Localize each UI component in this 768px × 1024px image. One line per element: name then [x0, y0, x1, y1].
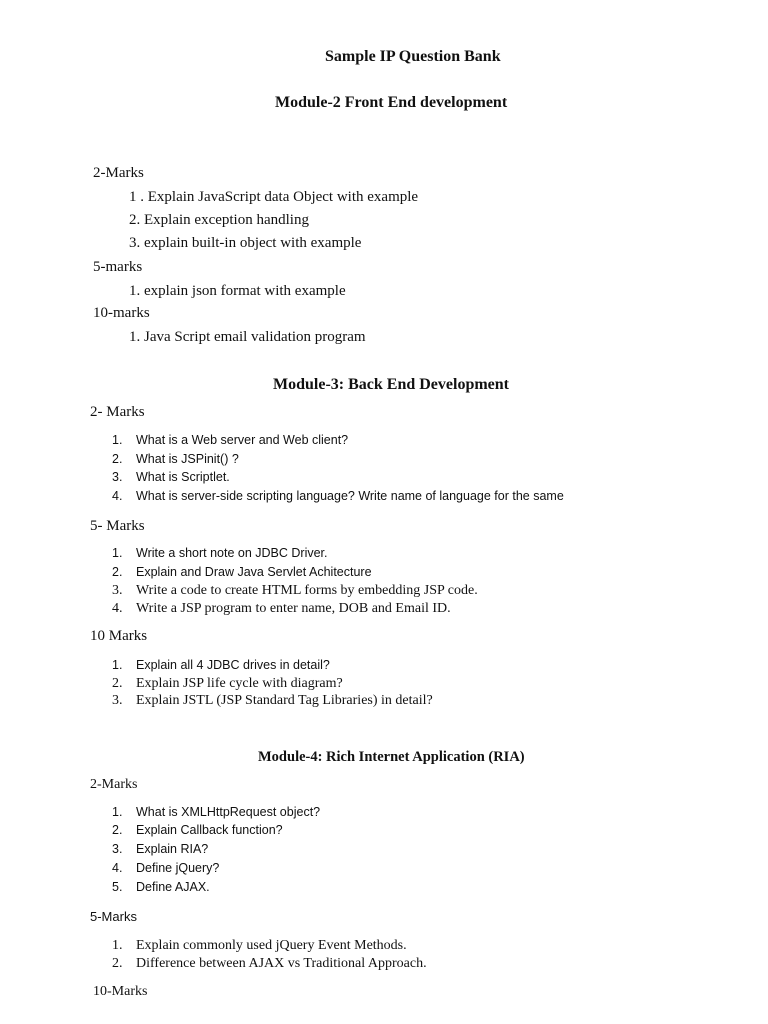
module-3-five-marks-label: 5- Marks	[90, 518, 145, 534]
list-number: 1.	[112, 546, 123, 560]
module-2-two-marks-q3: 3. explain built-in object with example	[129, 235, 362, 251]
module-4-two-marks-label: 2-Marks	[90, 777, 138, 792]
question-text: What is a Web server and Web client?	[136, 433, 349, 447]
module-4-two-marks-q2	[112, 823, 283, 837]
question-text: Define AJAX.	[136, 880, 210, 894]
module-4-five-marks-q1	[112, 938, 407, 954]
list-number: 2.	[112, 452, 123, 466]
module-3-two-marks-q1	[112, 433, 348, 447]
module-4-five-marks-label: 5-Marks	[90, 909, 137, 924]
question-text: Explain and Draw Java Servlet Achitecture	[136, 565, 372, 579]
module-2-ten-marks-label: 10-marks	[93, 305, 150, 321]
question-text: What is server-side scripting language? Write name of language for the same	[136, 489, 564, 503]
question-text: Write a JSP program to enter name, DOB and Email ID.	[136, 601, 451, 616]
module-3-two-marks-label: 2- Marks	[90, 404, 145, 420]
question-text: What is Scriptlet.	[136, 470, 230, 484]
question-text: What is XMLHttpRequest object?	[136, 805, 321, 819]
list-number: 1.	[112, 433, 123, 447]
module-3-five-marks-q2	[112, 565, 372, 579]
question-text: Explain Callback function?	[136, 823, 283, 837]
module-3-ten-marks-q1	[112, 658, 330, 672]
module-4-heading: Module-4: Rich Internet Application (RIA)	[258, 749, 525, 765]
question-text: Explain JSP life cycle with diagram?	[136, 676, 343, 691]
module-3-ten-marks-q3	[112, 693, 433, 709]
question-text: Write a short note on JDBC Driver.	[136, 546, 328, 560]
list-number: 3.	[112, 583, 123, 598]
list-number: 1.	[112, 938, 123, 953]
module-4-two-marks-q3	[112, 842, 208, 856]
list-number: 4.	[112, 601, 123, 616]
question-text: Explain JSTL (JSP Standard Tag Libraries) in detail?	[136, 693, 433, 708]
module-3-five-marks-q4	[112, 601, 451, 617]
module-3-two-marks-q4	[112, 489, 564, 503]
question-text: Difference between AJAX vs Traditional Approach.	[136, 956, 427, 971]
list-number: 3.	[112, 693, 123, 708]
module-2-two-marks-q1: 1 . Explain JavaScript data Object with example	[129, 189, 419, 205]
question-text: Explain all 4 JDBC drives in detail?	[136, 658, 330, 672]
module-3-five-marks-q1	[112, 546, 328, 560]
list-number: 2.	[112, 676, 123, 691]
module-4-five-marks-q2	[112, 956, 427, 972]
question-text: Define jQuery?	[136, 861, 220, 875]
module-3-two-marks-q2	[112, 452, 239, 466]
list-number: 1.	[112, 805, 123, 819]
question-text: Explain commonly used jQuery Event Methods.	[136, 938, 407, 953]
module-2-two-marks-q2: 2. Explain exception handling	[129, 212, 309, 228]
module-3-five-marks-q3	[112, 583, 478, 599]
module-4-ten-marks-label: 10-Marks	[93, 984, 148, 999]
module-2-five-marks-q1: 1. explain json format with example	[129, 283, 346, 299]
list-number: 2.	[112, 565, 123, 579]
list-number: 2.	[112, 823, 123, 837]
question-text: Explain RIA?	[136, 842, 209, 856]
module-2-two-marks-label: 2-Marks	[93, 165, 144, 181]
module-2-heading: Module-2 Front End development	[275, 94, 508, 111]
list-number: 1.	[112, 658, 123, 672]
module-3-ten-marks-label: 10 Marks	[90, 628, 148, 644]
module-4-two-marks-q1	[112, 805, 320, 819]
module-3-heading: Module-3: Back End Development	[273, 376, 509, 393]
list-number: 5.	[112, 880, 123, 894]
list-number: 4.	[112, 489, 123, 503]
module-3-ten-marks-q2	[112, 676, 343, 692]
list-number: 3.	[112, 470, 123, 484]
document-title: Sample IP Question Bank	[325, 48, 501, 65]
question-text: What is JSPinit() ?	[136, 452, 239, 466]
question-text: Write a code to create HTML forms by embedding JSP code.	[136, 583, 478, 598]
module-2-five-marks-label: 5-marks	[93, 259, 143, 275]
list-number: 3.	[112, 842, 123, 856]
module-4-two-marks-q4	[112, 861, 219, 875]
module-2-ten-marks-q1: 1. Java Script email validation program	[129, 329, 366, 345]
module-4-two-marks-q5	[112, 880, 210, 894]
list-number: 2.	[112, 956, 123, 971]
module-3-two-marks-q3	[112, 470, 230, 484]
list-number: 4.	[112, 861, 123, 875]
